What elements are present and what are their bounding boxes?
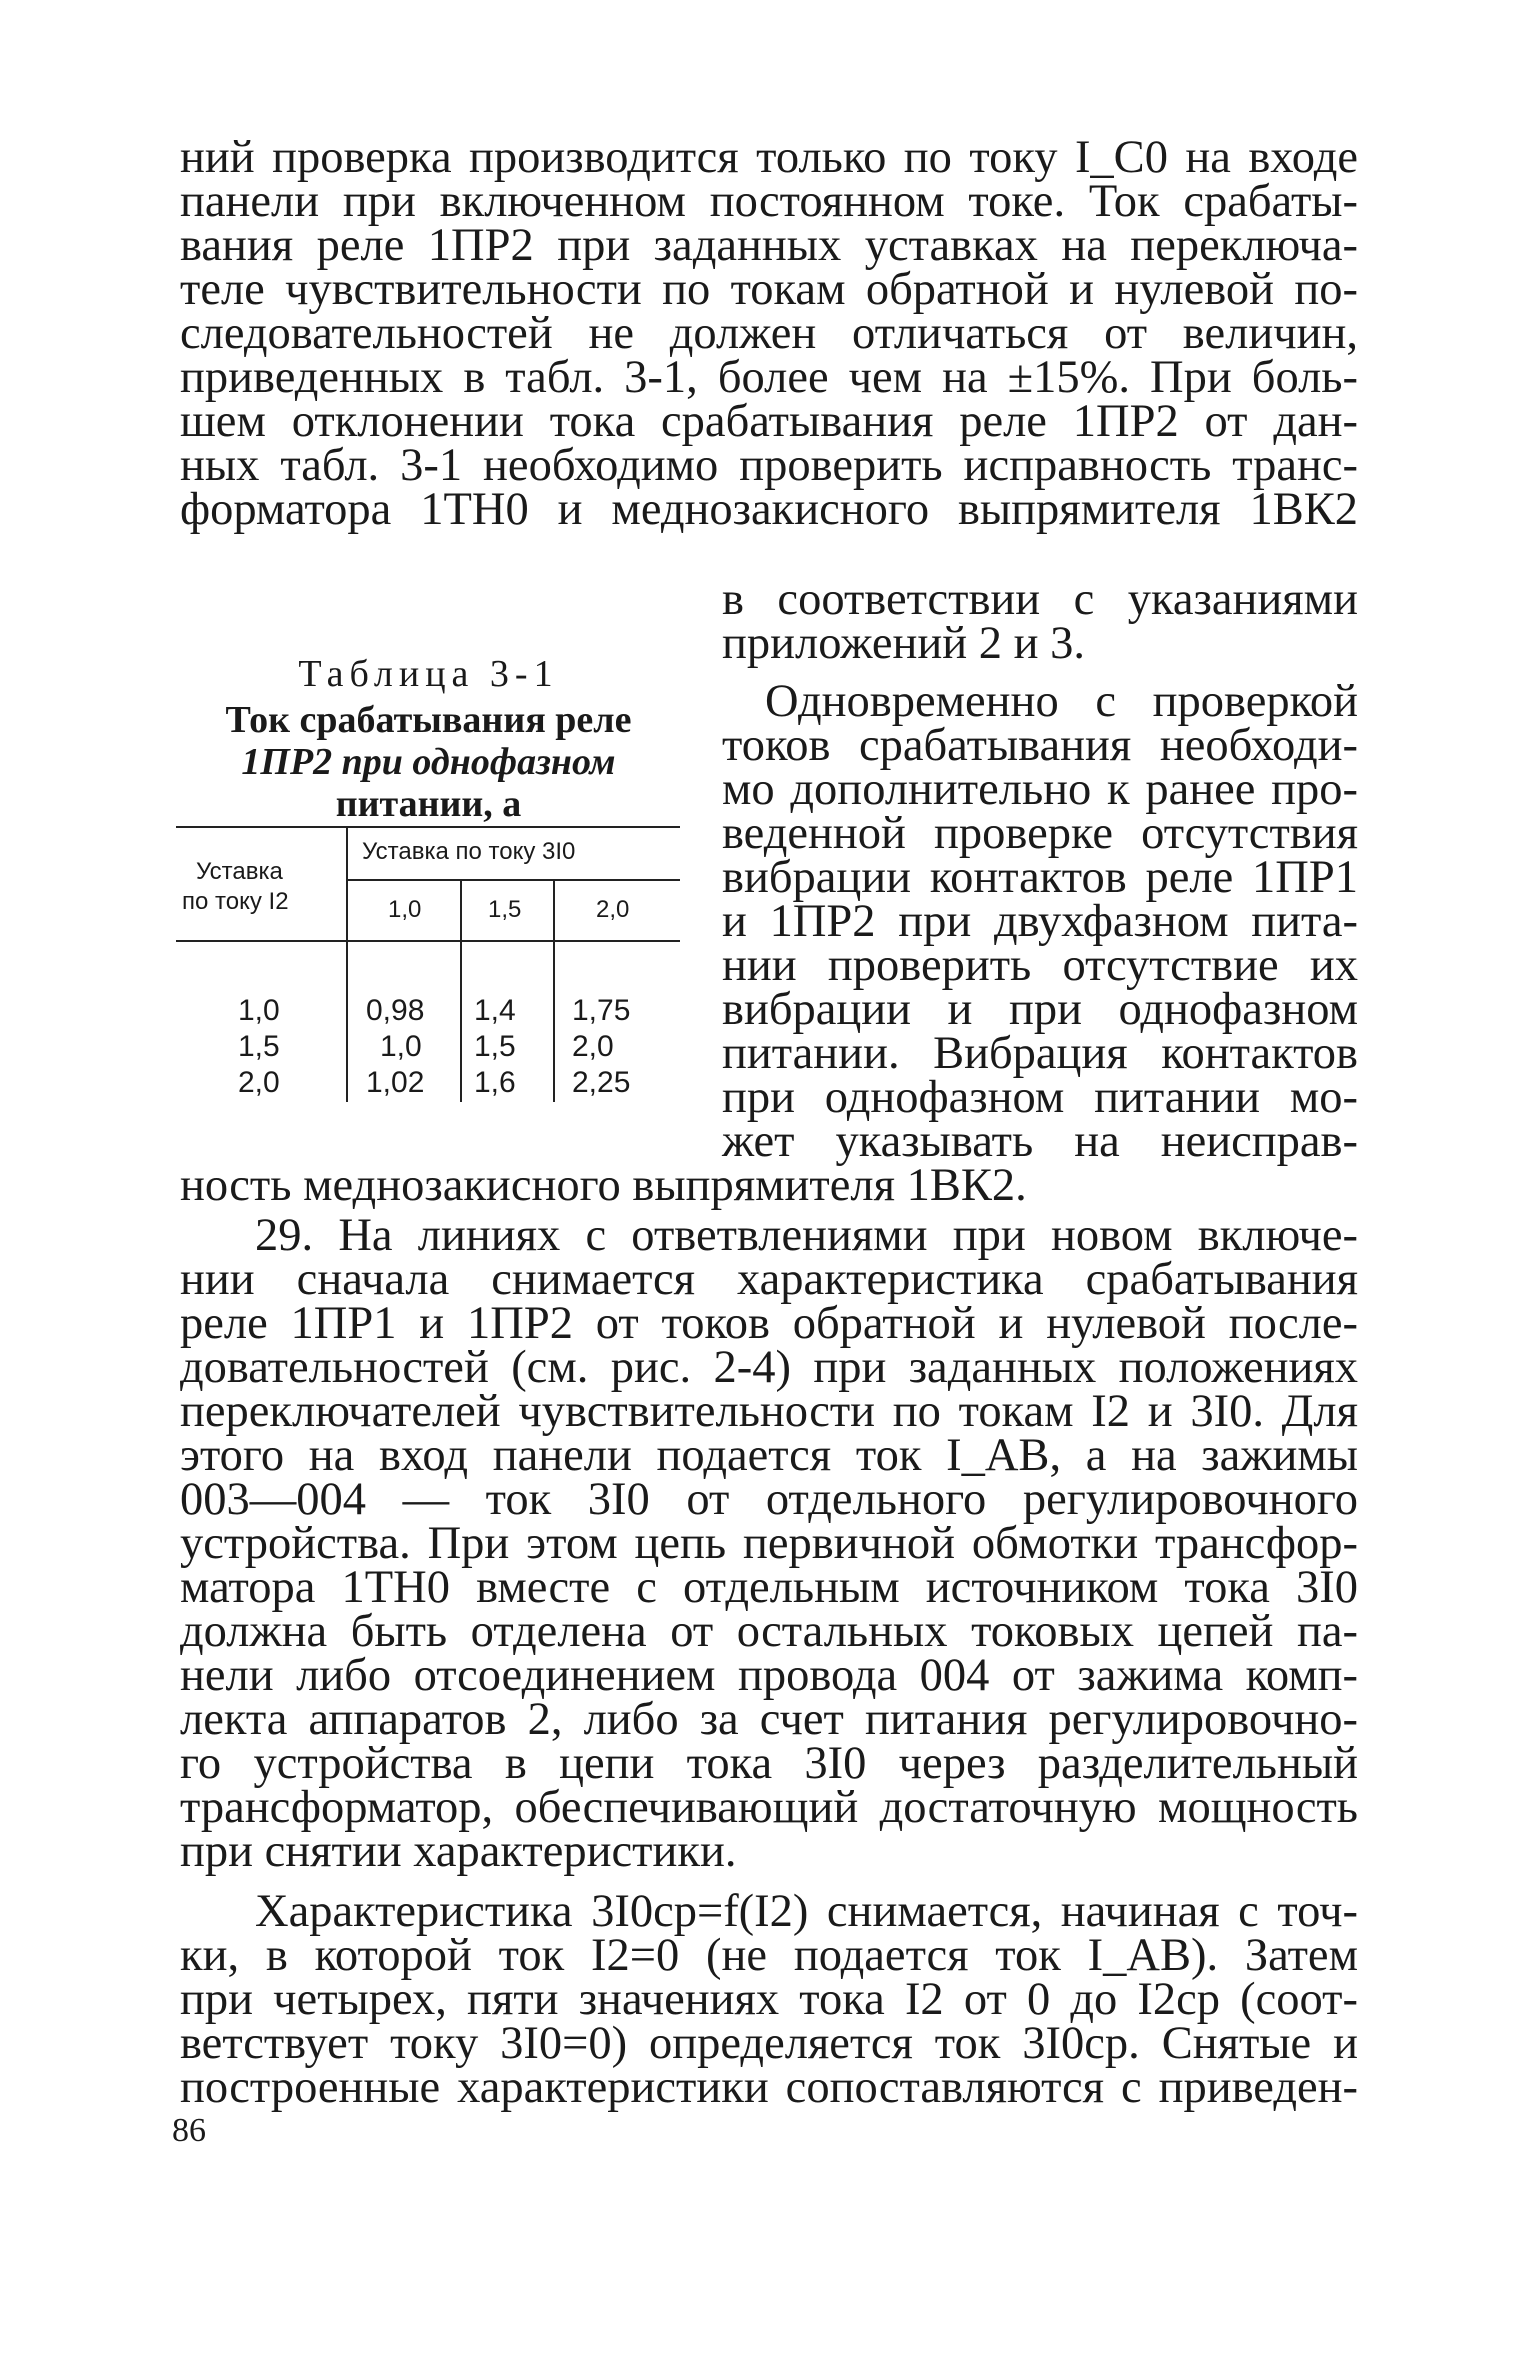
text-line: устройства. При этом цепь первичной обмотки трансфор- xyxy=(180,1518,1358,1569)
text-line: и 1ПР2 при двухфазном пита- xyxy=(722,896,1358,947)
text-line: лекта аппаратов 2, либо за счет питания регулировочно- xyxy=(180,1694,1358,1745)
table-cell: 1,02 xyxy=(366,1066,425,1099)
text-line: следовательностей не должен отличаться от величин, xyxy=(180,308,1358,359)
text-line: вибрации и при однофазном xyxy=(722,984,1358,1035)
text-line: вания реле 1ПР2 при заданных уставках на переключа- xyxy=(180,220,1358,271)
table-col-header: 1,5 xyxy=(488,896,522,923)
text-line: токов срабатывания необходи- xyxy=(722,720,1358,771)
table-cell: 2,0 xyxy=(238,1066,280,1099)
text-line: должна быть отделена от остальных токовых цепей па- xyxy=(180,1606,1358,1657)
table-vrule xyxy=(346,826,348,1102)
text-line: теле чувствительности по токам обратной и нулевой по- xyxy=(180,264,1358,315)
text-line: шем отклонении тока срабатывания реле 1ПР2 от дан- xyxy=(180,396,1358,447)
table-cell: 1,5 xyxy=(238,1030,280,1063)
table-header-rule xyxy=(176,940,680,942)
table-row-header: по току I2 xyxy=(182,888,289,915)
table-title-line: питании, а xyxy=(335,783,522,825)
text-line: панели при включенном постоянном токе. Ток срабаты- xyxy=(180,176,1358,227)
text-line: нии сначала снимается характеристика срабатывания xyxy=(180,1254,1358,1305)
page-number: 86 xyxy=(172,2112,206,2149)
table-col-header: 1,0 xyxy=(388,896,422,923)
text-line: в соответствии с указаниями xyxy=(722,574,1358,625)
table-cell: 2,25 xyxy=(572,1066,631,1099)
text-line: Характеристика 3I0ср=f(I2) снимается, начиная с точ- xyxy=(255,1886,1358,1937)
table-cell: 1,5 xyxy=(474,1030,516,1063)
text-line: довательностей (см. рис. 2-4) при заданных положениях xyxy=(180,1342,1358,1393)
table-col-group-header: Уставка по току 3I0 xyxy=(362,838,576,865)
text-line: 29. На линиях с ответвлениями при новом включе- xyxy=(255,1210,1358,1261)
table-title-line: 1ПР2 при однофазном xyxy=(241,741,616,783)
text-line: жет указывать на неисправ- xyxy=(722,1116,1358,1167)
text-line: переключателей чувствительности по токам I2 и 3I0. Для xyxy=(180,1386,1358,1437)
text-line: Одновременно с проверкой xyxy=(765,676,1358,727)
table-cell: 1,0 xyxy=(238,994,280,1027)
text-line: матора 1ТН0 вместе с отдельным источником тока 3I0 xyxy=(180,1562,1358,1613)
table-caption: Таблица 3-1 xyxy=(298,653,559,695)
text-line: 003—004 — ток 3I0 от отдельного регулировочного xyxy=(180,1474,1358,1525)
text-line: реле 1ПР1 и 1ПР2 от токов обратной и нулевой после- xyxy=(180,1298,1358,1349)
text-line: при снятии характеристики. xyxy=(180,1826,737,1877)
text-line: приложений 2 и 3. xyxy=(722,618,1086,669)
text-line: построенные характеристики сопоставляются с приведен- xyxy=(180,2062,1358,2113)
table-cell: 1,75 xyxy=(572,994,631,1027)
table-title xyxy=(176,699,681,825)
table-row-header: Уставка xyxy=(196,858,283,885)
table-cell: 2,0 xyxy=(572,1030,614,1063)
text-line: вибрации контактов реле 1ПР1 xyxy=(722,852,1358,903)
text-line: нии проверить отсутствие их xyxy=(722,940,1358,991)
table-cell: 1,6 xyxy=(474,1066,516,1099)
text-line: ний проверка производится только по току I_C0 на входе xyxy=(180,132,1358,183)
text-line: ных табл. 3-1 необходимо проверить исправность транс- xyxy=(180,440,1358,491)
text-line: при однофазном питании мо- xyxy=(722,1072,1358,1123)
table-title-line: Ток срабатывания реле xyxy=(225,699,632,741)
text-line: этого на вход панели подается ток I_AB, а на зажимы xyxy=(180,1430,1358,1481)
text-line: форматора 1ТН0 и меднозакисного выпрямителя 1ВК2 xyxy=(180,484,1358,535)
table-cell: 1,4 xyxy=(474,994,516,1027)
text-line: при четырех, пяти значениях тока I2 от 0 до I2ср (соот- xyxy=(180,1974,1358,2025)
text-line: нели либо отсоединением провода 004 от зажима комп- xyxy=(180,1650,1358,1701)
text-line: ки, в которой ток I2=0 (не подается ток I_AB). Затем xyxy=(180,1930,1358,1981)
text-line: питании. Вибрация контактов xyxy=(722,1028,1358,1079)
table-col-header: 2,0 xyxy=(596,896,630,923)
table-cell: 0,98 xyxy=(366,994,425,1027)
table-top-rule xyxy=(176,826,680,828)
table-sub-rule xyxy=(346,879,680,881)
text-line: трансформатор, обеспечивающий достаточную мощность xyxy=(180,1782,1358,1833)
text-line: веденной проверке отсутствия xyxy=(722,808,1358,859)
text-line: приведенных в табл. 3-1, более чем на ±15%. При боль- xyxy=(180,352,1358,403)
table-cell: 1,0 xyxy=(380,1030,422,1063)
text-line: ность меднозакисного выпрямителя 1ВК2. xyxy=(180,1160,1027,1211)
text-line: ветствует току 3I0=0) определяется ток 3I0ср. Снятые и xyxy=(180,2018,1358,2069)
text-line: го устройства в цепи тока 3I0 через разделительный xyxy=(180,1738,1358,1789)
table-vrule xyxy=(460,879,462,1102)
table-vrule xyxy=(553,879,555,1102)
text-line: мо дополнительно к ранее про- xyxy=(722,764,1358,815)
